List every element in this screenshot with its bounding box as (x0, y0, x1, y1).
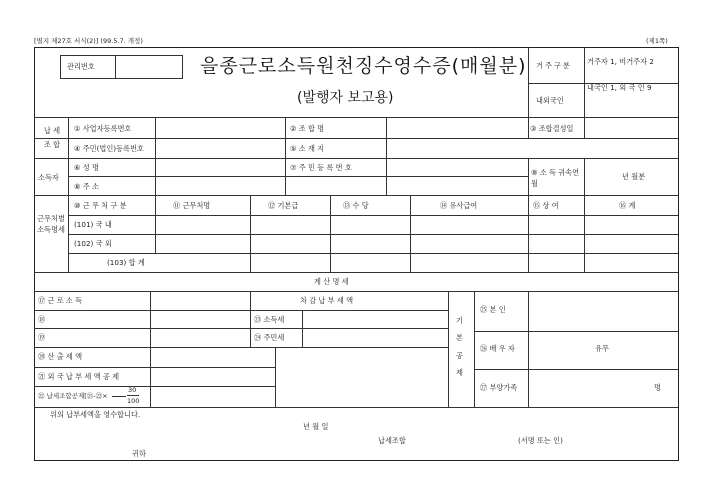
issue-date: 년 월 일 (303, 422, 329, 431)
receipt-text: 위의 납부세액을 영수합니다. (50, 410, 141, 419)
income-period-value: 년 월분 (622, 172, 646, 181)
signature-label: (서명 또는 인) (518, 436, 563, 445)
earner-address-label: ⑧ 주 소 (74, 182, 99, 191)
basic-dependents-unit: 명 (654, 383, 661, 392)
union-founded-field[interactable] (586, 120, 675, 136)
nationality-label: 내외국인 (536, 96, 564, 105)
computed-tax-field[interactable] (152, 350, 273, 365)
withhold-income-tax-field[interactable] (304, 312, 446, 326)
details-header-similar-pay: ⑭ 유사급여 (440, 201, 478, 210)
details-group-label: 근무처별소득명세 (37, 214, 65, 234)
payer-address-field[interactable] (388, 141, 675, 156)
withhold-resident-tax-field[interactable] (304, 330, 446, 345)
withhold-income-tax-label: ㉓ 소득세 (254, 315, 285, 324)
business-reg-label: ① 사업자등록번호 (74, 124, 132, 133)
calc-foreign-tax-credit: ㉑ 외 국 납 부 세 액 공 제 (38, 372, 120, 381)
earner-group-label: 소득자 (38, 173, 59, 182)
details-header-workplace-name: ⑪ 근무처명 (173, 201, 211, 210)
details-row-total: (103) 합 계 (107, 258, 145, 267)
basic-spouse-label: ㉖ 배 우 자 (480, 344, 515, 353)
form-subtitle: (발행자 보고용) (297, 90, 394, 106)
resident-no-field[interactable] (157, 141, 283, 156)
details-header-bonus: ⑮ 상 여 (533, 201, 559, 210)
earner-name-field[interactable] (157, 160, 283, 174)
details-header-base-pay: ⑫ 기본급 (268, 201, 299, 210)
management-number-label: 관리번호 (67, 62, 95, 71)
calc-union-credit: ㉒ 납세조합공제[㉑-㉒× (38, 392, 108, 400)
basic-deduction-label: 기 본 공 제 (456, 316, 463, 377)
business-reg-field[interactable] (157, 120, 283, 136)
union-name-label: ② 조 합 명 (290, 124, 325, 133)
union-name-field[interactable] (388, 120, 526, 136)
basic-dependents-label: ㉗ 부양가족 (480, 383, 518, 392)
dependents-count-field[interactable] (600, 376, 650, 394)
earner-resident-no-field[interactable] (388, 160, 526, 174)
payer-address-label: ⑤ 소 재 지 (290, 144, 325, 153)
calc-computed-tax: ⑳ 산 출 세 액 (38, 352, 83, 361)
earner-name-label: ⑥ 성 명 (74, 163, 99, 172)
page-label: (제1쪽) (646, 37, 668, 45)
calc-fraction-denominator: 100 (127, 397, 140, 405)
form-label: [별지 제27호 서식(2)] (99.5.7. 개정) (34, 37, 143, 45)
calc-earned-income: ⑰ 근 로 소 득 (38, 296, 83, 305)
form-title: 을종근로소득원천징수영수증(매월분) (200, 55, 527, 77)
income-period-label: ⑨ 소 득 귀속연월 (531, 168, 580, 188)
resident-type-label: 거주구분 (536, 61, 572, 70)
payer-group-label: 납 세 조 합 (43, 126, 61, 149)
calc-row-19: ⑲ (38, 333, 46, 342)
details-header-allowance: ⑬ 수 당 (343, 201, 369, 210)
earned-income-field[interactable] (152, 293, 248, 308)
details-header-total: ⑯ 계 (619, 201, 636, 210)
calc-fraction-numerator: 30 (128, 386, 137, 394)
basic-spouse-value: 유무 (595, 344, 609, 353)
withhold-resident-tax-label: ㉔ 주민세 (254, 333, 285, 342)
resident-type-value: 거주자 1, 비거주자 2 (587, 57, 654, 66)
basic-self-label: ㉕ 본 인 (480, 305, 506, 314)
details-header-workplace-type: ⑩ 근 무 처 구 분 (74, 201, 127, 210)
earner-resident-no-label: ⑦ 주 민 등 록 번 호 (290, 163, 352, 172)
earner-address-field[interactable] (157, 178, 526, 193)
calc-row-18: ⑱ (38, 315, 46, 324)
withhold-title: 차 감 납 부 세 액 (300, 296, 354, 305)
nationality-value: 내국인 1, 외 국 인 9 (587, 83, 652, 92)
calc-title: 계 산 명 세 (314, 277, 349, 286)
recipient-label: 귀하 (132, 449, 146, 458)
resident-no-label: ④ 주민(법인)등록번호 (74, 144, 144, 153)
details-row-foreign: (102) 국 외 (74, 239, 112, 248)
details-row-domestic: (101) 국 내 (74, 220, 112, 229)
union-label: 납세조합 (378, 436, 406, 445)
union-founded-label: ③ 조합결성일 (530, 124, 574, 133)
